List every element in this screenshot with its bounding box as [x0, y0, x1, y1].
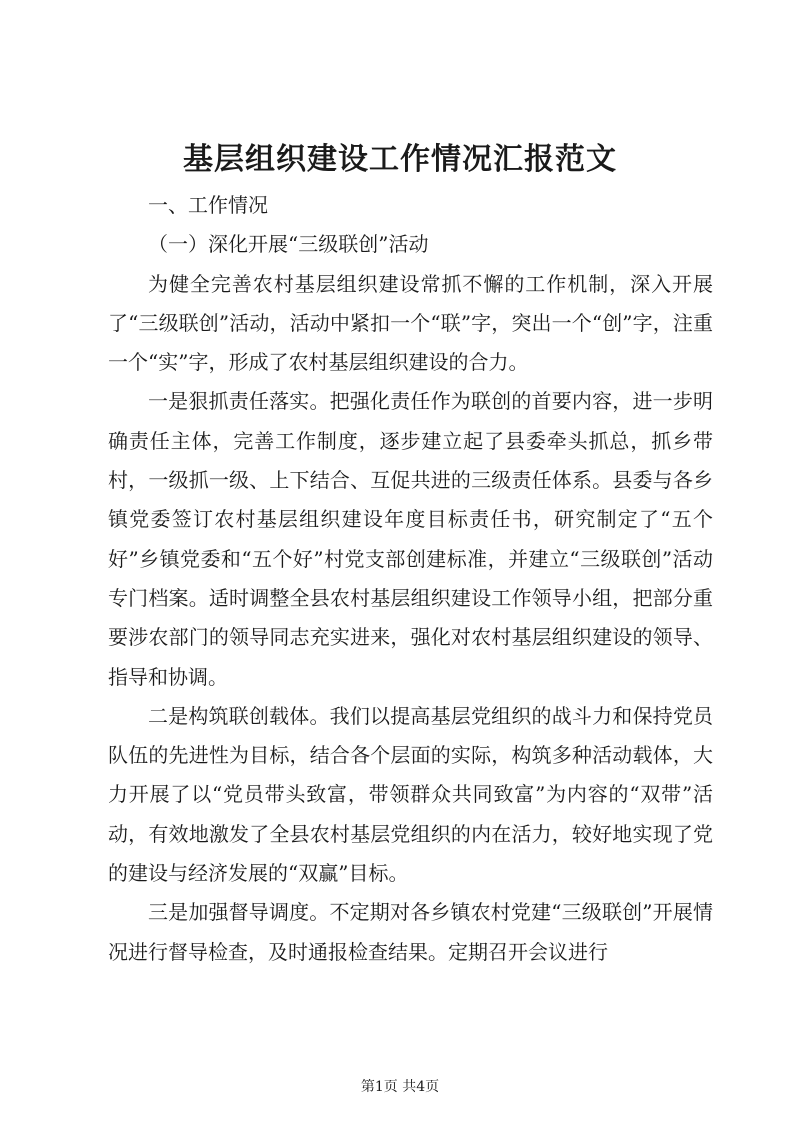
page-number-footer: 第1页 共4页: [360, 1079, 440, 1095]
paragraph: 为健全完善农村基层组织建设常抓不懈的工作机制，深入开展了“三级联创”活动，活动中紧扣一个“联”字，突出一个“创”字，注重一个“实”字，形成了农村基层组织建设的合力。: [108, 271, 713, 375]
paragraph: 三是加强督导调度。不定期对各乡镇农村党建“三级联创”开展情况进行督导检查，及时通报检查结果。定期召开会议进行: [108, 900, 713, 964]
document-body: [108, 186, 713, 972]
paragraph: 二是构筑联创载体。我们以提高基层党组织的战斗力和保持党员队伍的先进性为目标，结合各个层面的实际，构筑多种活动载体，大力开展了以“党员带头致富，带领群众共同致富”为内容的“双带”活动，有效地激发了全县农村基层党组织的内在活力，较好地实现了党的建设与经济发展的“双赢”目标。: [108, 703, 713, 886]
subsection-heading: （一）深化开展“三级联创”活动: [148, 232, 429, 257]
paragraph: 一是狠抓责任落实。把强化责任作为联创的首要内容，进一步明确责任主体，完善工作制度，逐步建立起了县委牵头抓总，抓乡带村，一级抓一级、上下结合、互促共进的三级责任体系。县委与各乡镇党委签订农村基层组织建设年度目标责任书，研究制定了“五个好”乡镇党委和“五个好”村党支部创建标准，并建立“三级联创”活动专门档案。适时调整全县农村基层组织建设工作领导小组，把部分重要涉农部门的领导同志充实进来，强化对农村基层组织建设的领导、指导和协调。: [108, 389, 713, 689]
section-heading: 一、工作情况: [148, 193, 268, 217]
document-title: 基层组织建设工作情况汇报范文: [183, 142, 617, 177]
